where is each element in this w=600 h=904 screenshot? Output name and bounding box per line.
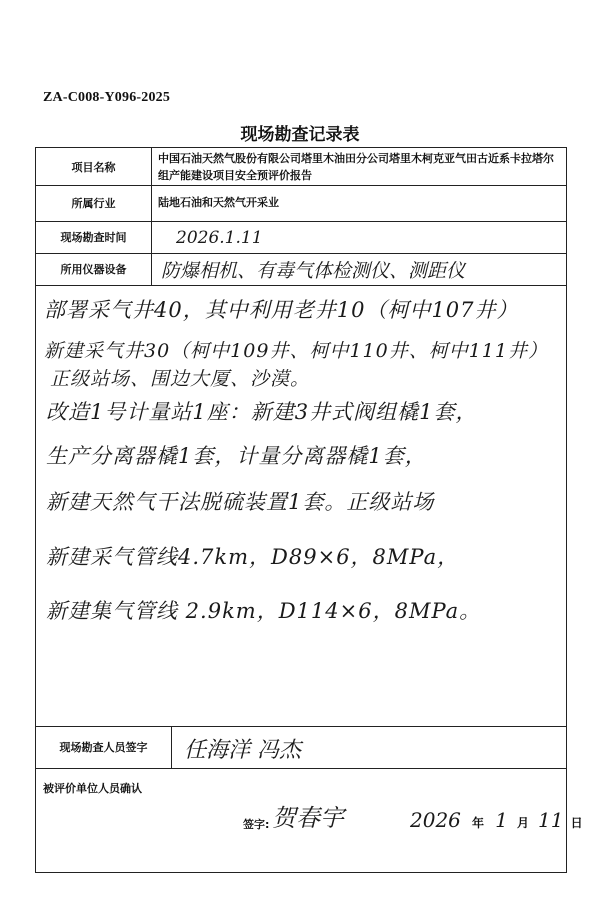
note-line: 生产分离器橇1套，计量分离器橇1套，	[46, 444, 427, 468]
surveyors-label: 现场勘查人员签字	[59, 741, 148, 754]
document-code: ZA-C008-Y096-2025	[43, 90, 171, 105]
survey-record-form	[35, 147, 583, 873]
surveyors-signature: 任海洋 冯杰	[184, 738, 301, 763]
project-name-label: 项目名称	[71, 160, 116, 174]
row-divider	[36, 768, 566, 769]
note-line: 新建采气管线4.7km，D89×6，8MPa，	[46, 545, 460, 569]
date-day: 11	[538, 808, 564, 832]
date-month: 1	[495, 808, 508, 832]
date-year: 2026	[410, 808, 461, 832]
note-line: 部署采气井40，其中利用老井10（柯中107井）	[44, 298, 519, 322]
note-line: 新建集气管线 2.9km，D114×6，8MPa。	[46, 599, 482, 623]
row-divider	[36, 285, 566, 286]
date-month-unit: 月	[516, 816, 529, 830]
note-line: 新建天然气干法脱硫装置1套。正级站场	[46, 490, 435, 514]
column-divider	[151, 148, 152, 285]
instruments-value: 防爆相机、有毒气体检测仪、测距仪	[161, 260, 466, 282]
industry-value: 陆地石油和天然气开采业	[158, 196, 279, 209]
industry-label: 所属行业	[71, 197, 116, 210]
date-year-unit: 年	[472, 816, 485, 830]
column-divider	[171, 726, 172, 768]
survey-time-value: 2026.1.11	[176, 228, 263, 248]
survey-time-label: 现场勘查时间	[60, 231, 127, 244]
signature-date	[410, 808, 583, 832]
confirm-label: 被评价单位人员确认	[43, 782, 142, 795]
document-title: 现场勘查记录表	[240, 125, 360, 145]
note-line: 正级站场、围边大厦、沙漠。	[50, 368, 311, 390]
project-name-value: 中国石油天然气股份有限公司塔里木油田分公司塔里木柯克亚气田古近系卡拉塔尔组产能建设项目安全预评价报告	[158, 152, 554, 182]
instruments-label: 所用仪器设备	[60, 263, 127, 276]
confirm-signature: 贺春宇	[272, 804, 344, 832]
note-line: 改造1号计量站1座：新建3井式阀组橇1套，	[46, 400, 478, 424]
date-day-unit: 日	[570, 816, 583, 830]
note-line: 新建采气井30（柯中109井、柯中110井、柯中111井）	[44, 340, 548, 362]
sign-label: 签字:	[243, 818, 270, 831]
